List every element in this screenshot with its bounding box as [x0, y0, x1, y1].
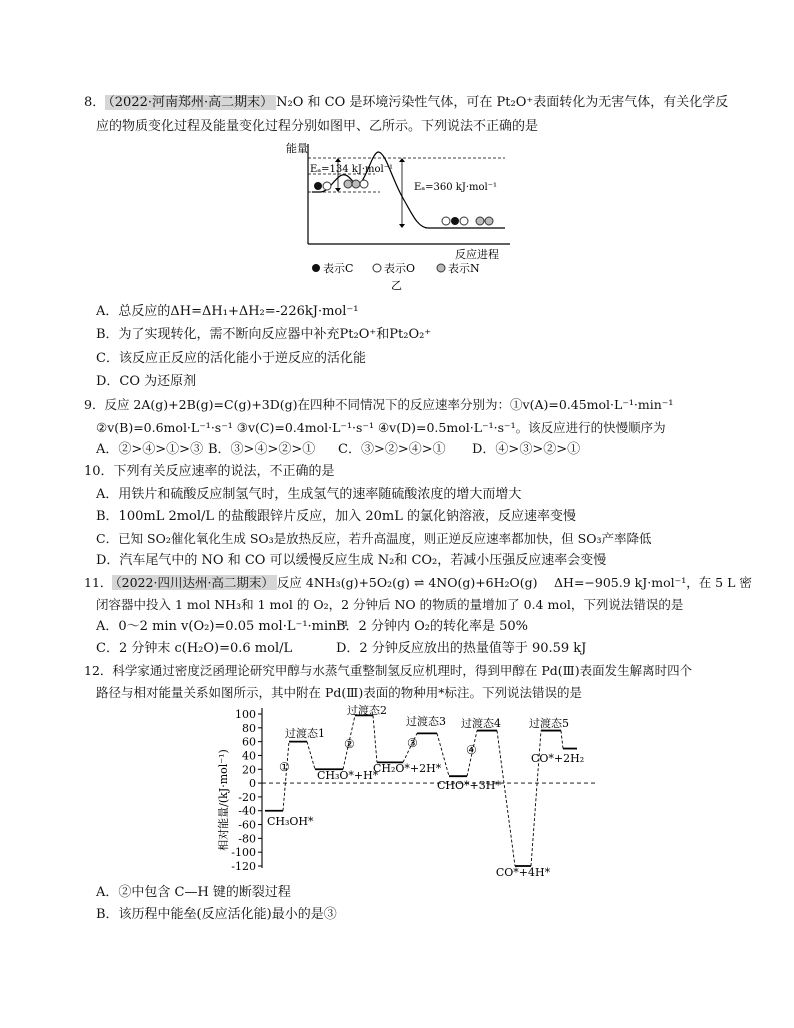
y-tick-label: -60	[238, 818, 256, 832]
legend-nitrogen-icon	[437, 264, 445, 272]
q12-stem-1: 12．科学家通过密度泛函理论研究甲醇与水蒸气重整制氢反应机理时，得到甲醇在 Pd(Ⅲ)表面发生解离时四个	[84, 663, 693, 678]
connector-line	[373, 715, 377, 762]
level-label: CH₃O*+H*	[317, 769, 379, 782]
q11-option-c: C．2 分钟末 c(H₂O)=0.6 mol/L	[96, 641, 293, 656]
fig-y-label: 能量	[286, 142, 308, 155]
legend-carbon-icon	[312, 264, 320, 272]
connector-line	[283, 742, 289, 811]
legend-carbon: 表示C	[323, 262, 354, 275]
fig-ea2: Eₐ=360 kJ·mol⁻¹	[414, 182, 498, 193]
q9-option-b: B．③>④>②>①	[208, 442, 316, 457]
fig-ea1: Eₐ=134 kJ·mol⁻¹	[310, 164, 394, 175]
y-tick-label: -80	[238, 832, 256, 846]
step-marker: ③	[407, 736, 418, 750]
q10-stem: 10．下列有关反应速率的说法，不正确的是	[84, 464, 335, 479]
q9-option-c: C．③>②>④>①	[338, 442, 446, 457]
y-tick-label: -20	[238, 790, 256, 804]
step-marker: ②	[344, 737, 355, 751]
q10-option-b: B．100mL 2mol/L 的盐酸跟锌片反应，加入 20mL 的氯化钠溶液，反应速率变慢	[96, 509, 576, 524]
q10-option-a: A．用铁片和硫酸反应制氢气时，生成氢气的速率随硫酸浓度的增大而增大	[96, 487, 522, 502]
q8-option-d: D．CO 为还原剂	[96, 374, 197, 389]
connector-line	[497, 731, 515, 866]
level-label: CO*+4H*	[495, 866, 551, 879]
q8-option-b: B．为了实现转化，需不断向反应器中补充Pt₂O⁺和Pt₂O₂⁺	[96, 327, 432, 342]
fig-carbon-atom	[314, 182, 322, 190]
q11-number: 11．	[84, 575, 113, 590]
fig-x-label: 反应进程	[455, 248, 499, 261]
q10-option-c: C．已知 SO₂催化氧化生成 SO₃是放热反应，若升高温度，则正逆反应速率都加快，但 SO₃产率降低	[96, 531, 652, 546]
legend-oxygen: 表示O	[384, 262, 416, 275]
q11-stem-1: 反应 4NH₃(g)+5O₂(g) ⇌ 4NO(g)+6H₂O(g) ΔH=−905.9 kJ·mol⁻¹，在 5 L 密	[276, 575, 752, 590]
q10-option-d: D．汽车尾气中的 NO 和 CO 可以缓慢反应生成 N₂和 CO₂，若减小压强反应速率会变慢	[96, 553, 607, 568]
fig-oxygen-atom	[323, 182, 331, 190]
level-label: 过渡态2	[347, 704, 387, 717]
level-label: 过渡态1	[285, 727, 325, 740]
level-label: CH₂O*+2H*	[373, 762, 442, 775]
level-label: 过渡态3	[406, 715, 446, 728]
q8-number: 8．	[84, 95, 106, 110]
level-label: CHO*+3H*	[437, 779, 501, 792]
level-label: CO*+2H₂	[531, 752, 585, 765]
q8-option-c: C．该反应正反应的活化能小于逆反应的活化能	[96, 351, 366, 366]
connector-line	[307, 742, 315, 770]
y-tick-label: 80	[242, 721, 256, 735]
q9-option-d: D．④>③>②>①	[472, 442, 581, 457]
connector-line	[561, 731, 563, 749]
y-tick-label: 60	[242, 735, 256, 749]
step-marker: ④	[466, 743, 477, 757]
fig-caption: 乙	[391, 279, 402, 292]
level-label: 过渡态4	[461, 717, 501, 730]
q8-option-a: A．总反应的ΔH=ΔH₁+ΔH₂=-226kJ·mol⁻¹	[96, 304, 359, 319]
q9-line2: ②v(B)=0.6mol·L⁻¹·s⁻¹ ③v(C)=0.4mol·L⁻¹·s⁻¹ ④v(D)=0.5mol·L⁻¹·s⁻¹。该反应进行的快慢顺序为	[96, 420, 666, 435]
q12-stem-2: 路径与相对能量关系如图所示，其中附在 Pd(Ⅲ)表面的物种用*标注。下列说法错误的是	[96, 685, 582, 700]
level-label: 过渡态5	[529, 717, 569, 730]
q8-stem-2: 应的物质变化过程及能量变化过程分别如图甲、乙所示。下列说法不正确的是	[96, 119, 539, 134]
q12-option-a: A．②中包含 C—H 键的断裂过程	[96, 885, 291, 900]
q11-line1	[84, 574, 752, 592]
q11-source-tag: （2022·四川达州·高二期末）	[112, 575, 277, 590]
q11-option-a: A．0～2 min v(O₂)=0.05 mol·L⁻¹·min⁻¹	[96, 619, 349, 634]
q11-option-b: B．2 分钟内 O₂的转化率是 50%	[336, 619, 528, 634]
y-tick-label: 100	[235, 708, 256, 721]
chart-y-label: 相对能量/(kJ·mol⁻¹)	[217, 749, 230, 851]
q9-line1: 9．反应 2A(g)+2B(g)=C(g)+3D(g)在四种不同情况下的反应速率分别为：①v(A)=0.45mol·L⁻¹·min⁻¹	[84, 397, 674, 412]
step-marker: ①	[279, 760, 290, 774]
y-tick-label: 20	[242, 763, 256, 777]
energy-profile-chart	[205, 702, 600, 882]
y-tick-label: -100	[231, 846, 256, 860]
energy-diagram-yi	[280, 140, 520, 292]
y-tick-label: 40	[242, 749, 256, 763]
level-label: CH₃OH*	[267, 815, 314, 828]
q11-option-d: D．2 分钟反应放出的热量值等于 90.59 kJ	[336, 641, 587, 656]
y-tick-label: -40	[238, 804, 256, 818]
connector-line	[531, 731, 541, 866]
y-tick-label: -120	[231, 860, 256, 873]
q8-line1	[84, 94, 728, 112]
q12-option-b: B．该历程中能垒(反应活化能)最小的是③	[96, 907, 337, 922]
q8-stem-1: N₂O 和 CO 是环境污染性气体，可在 Pt₂O⁺表面转化为无害气体，有关化学反	[276, 95, 729, 110]
y-tick-label: 0	[249, 777, 256, 791]
q8-source-tag: （2022·河南郑州·高二期末）	[105, 95, 276, 110]
q9-option-a: A．②>④>①>③	[96, 442, 204, 457]
q11-stem-2: 闭容器中投入 1 mol NH₃和 1 mol 的 O₂，2 分钟后 NO 的物质的量增加了 0.4 mol，下列说法错误的是	[96, 597, 684, 612]
legend-oxygen-icon	[373, 264, 381, 272]
legend-nitrogen: 表示N	[448, 262, 480, 275]
